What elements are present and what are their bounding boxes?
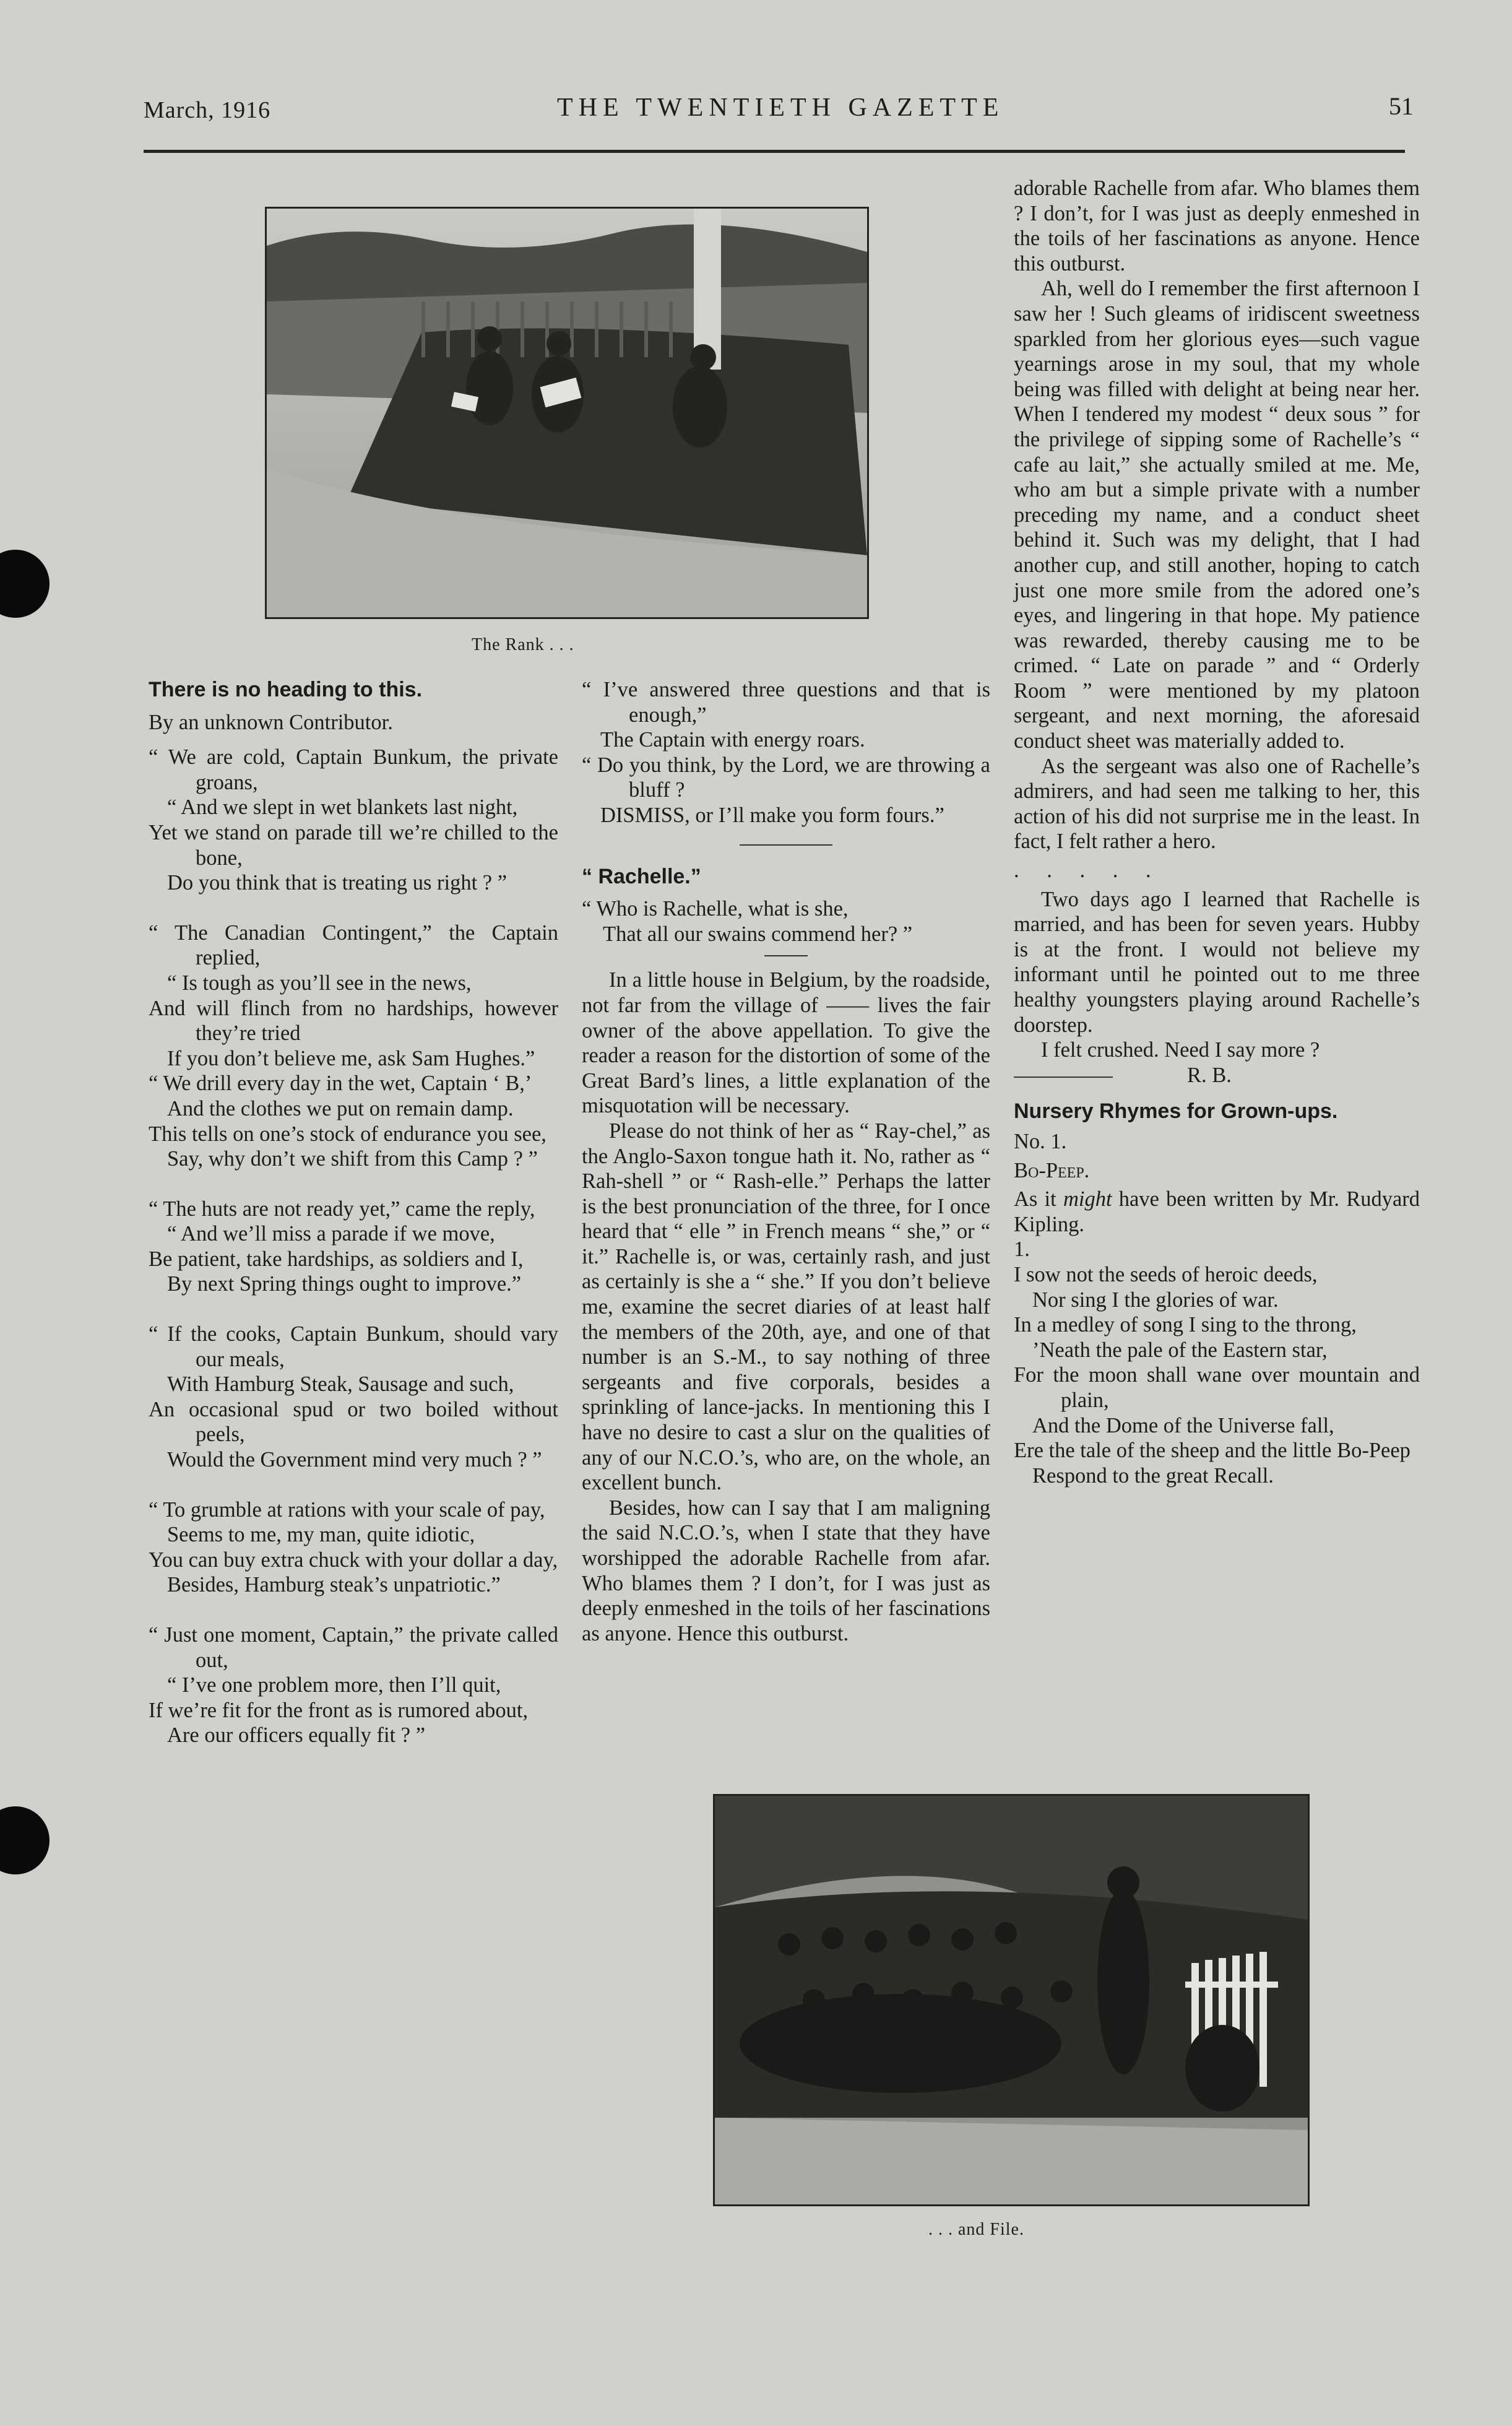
poem-line: And will flinch from no hardships, however they’re tried	[149, 996, 558, 1046]
poem-title: There is no heading to this.	[149, 678, 423, 701]
poem-line: “ We drill every day in the wet, Captain ‘ B,’	[149, 1072, 532, 1096]
poem-byline: By an unknown Contributor.	[149, 710, 393, 734]
poem-line: This tells on one’s stock of endurance you see,	[149, 1122, 546, 1146]
poem-line: Yet we stand on parade till we’re chilled to the bone,	[149, 820, 558, 870]
photo-and-file	[713, 1794, 1310, 2206]
poem-line: “ I’ve answered three questions and that is enough,”	[582, 678, 990, 727]
issue-date: March, 1916	[144, 97, 271, 123]
rachelle-paragraph: Please do not think of her as “ Ray-chel,” as the Anglo-Saxon tongue hath it. No, rather as “ Rah-shell ” or “ Rash-elle.” Perhaps the latter is the best pronunciation of the three, for I once heard that “ elle ” in French means “ she,” or “ it.” Rachelle is, or was, certainly rash, and just as certainly is she a “ she.” If you don’t believe me, examine the secret diaries of at least half the members of the 20th, aye, and one of that number is an S.-M., to say nothing of three sergeants and five corporals, besides a sprinkling of lance-jacks. In mentioning this I have no desire to cast a slur on the qualities of any of our N.C.O.’s, who are, on the whole, an excellent bunch.	[582, 1119, 990, 1495]
rachelle-paragraph: Besides, how can I say that I am maligning the said N.C.O.’s, when I state that they have worshipped the adorable Rachelle from afar. Who blames them ? I don’t, for I was just as deeply enmeshed in the toils of her fascinations as anyone. Hence this outburst.	[582, 1496, 990, 1645]
verse-line: For the moon shall wane over mountain and plain,	[1014, 1363, 1420, 1412]
binding-hole-top	[0, 550, 50, 618]
poem-line: And the clothes we put on remain damp.	[167, 1096, 514, 1120]
rachelle-title: “ Rachelle.”	[582, 864, 701, 888]
photo-the-rank-image	[267, 209, 867, 617]
poem-line: If we’re fit for the front as is rumored about,	[149, 1698, 529, 1722]
nursery-title: Nursery Rhymes for Grown-ups.	[1014, 1099, 1338, 1124]
poem-line: “ Is tough as you’ll see in the news,	[167, 971, 472, 995]
poem-line: “ Do you think, by the Lord, we are throwing a bluff ?	[582, 753, 990, 802]
attribution-pre: As it	[1014, 1187, 1063, 1211]
rachelle-paragraph: adorable Rachelle from afar. Who blames them ? I don’t, for I was just as deeply enmeshed in the toils of her fascinations as anyone. Hence this outburst.	[1014, 176, 1420, 275]
nursery-attribution	[1014, 1187, 1420, 1237]
attribution-post: have been written by Mr. Rudyard Kipling.	[1014, 1187, 1420, 1236]
photo-the-rank	[265, 207, 869, 619]
poem-stanza-1	[149, 745, 558, 896]
signature-text: R. B.	[1187, 1063, 1232, 1087]
poem-line: “ We are cold, Captain Bunkum, the private groans,	[149, 745, 558, 794]
rachelle-column	[582, 677, 990, 1645]
poem-stanza-3	[149, 1197, 558, 1297]
caption-and-file: . . . and File.	[928, 2220, 1024, 2239]
poem-line: An occasional spud or two boiled without peels,	[149, 1397, 558, 1447]
poem-line: “ If the cooks, Captain Bunkum, should vary our meals,	[149, 1322, 558, 1371]
rachelle-paragraph: Ah, well do I remember the first afternoon I saw her ! Such gleams of iridiscent sweetness sparkled from her glorious eyes—such vague yearnings arose in my soul, that my whole being was filled with delight at being near her. When I tendered my modest “ deux sous ” for the privilege of sipping some of Rachelle’s “ cafe au lait,” she actually smiled at me. Me, who am but a simple private with a number preceding my name, and a conduct sheet behind it. Such was my delight, that I had another cup, and still another, hoping to catch just one more smile from the adored one’s eyes, and lingering in that hope. My patience was rewarded, thereby causing me to be crimed. “ Late on parade ” and “ Orderly Room ” were mentioned by my platoon sergeant, and next morning, the aforesaid conduct sheet was materially added to.	[1014, 277, 1420, 753]
poem-line: “ The Canadian Contingent,” the Captain replied,	[149, 921, 558, 970]
nursery-section: 1.	[1014, 1237, 1030, 1262]
poem-stanza-5	[149, 1497, 558, 1598]
poem-line: Would the Government mind very much ? ”	[167, 1448, 542, 1472]
poem-line: Be patient, take hardships, as soldiers and I,	[149, 1247, 524, 1271]
header-rule	[144, 150, 1405, 153]
poem-line: “ And we’ll miss a parade if we move,	[167, 1222, 495, 1246]
caption-the-rank: The Rank . . .	[472, 635, 574, 654]
rachelle-signature	[1014, 1063, 1420, 1088]
poem-stanza-6	[149, 1622, 558, 1748]
nursery-subtitle: Bo-Peep.	[1014, 1158, 1090, 1182]
poem-line: Say, why don’t we shift from this Camp ? ”	[167, 1147, 538, 1171]
rachelle-paragraph: As the sergeant was also one of Rachelle’s admirers, and had seen me talking to her, this action of his did not surprise me in the least. In fact, I felt rather a hero.	[1014, 754, 1420, 854]
poem-stanza-4	[149, 1322, 558, 1473]
binding-hole-bottom	[0, 1806, 50, 1874]
poem-line: “ To grumble at rations with your scale of pay,	[149, 1497, 545, 1522]
rachelle-paragraph: In a little house in Belgium, by the roadside, not far from the village of —— lives the fair owner of the above appellation. To give the reader a reason for the distortion of some of the Great Bard’s lines, a little explanation of the misquotation will be necessary.	[582, 968, 990, 1118]
poem-line: Besides, Hamburg steak’s unpatriotic.”	[167, 1573, 501, 1597]
poem-line: If you don’t believe me, ask Sam Hughes.”	[167, 1046, 535, 1070]
poem-line: “ I’ve one problem more, then I’ll quit,	[167, 1673, 501, 1697]
publication-title: THE TWENTIETH GAZETTE	[557, 93, 1004, 122]
rachelle-epigraph	[582, 896, 990, 947]
right-column	[1014, 176, 1420, 1488]
signature-rule	[1014, 1077, 1113, 1078]
verse-line: Nor sing I the glories of war.	[1032, 1288, 1279, 1312]
poem-line: You can buy extra chuck with your dollar a day,	[149, 1548, 558, 1572]
section-stars: . . . . .	[1014, 859, 1162, 883]
photo-and-file-image	[715, 1796, 1308, 2204]
rachelle-paragraph: I felt crushed. Need I say more ?	[1041, 1038, 1320, 1062]
attribution-emphasis: might	[1063, 1187, 1112, 1211]
verse-line: Respond to the great Recall.	[1032, 1463, 1274, 1488]
verse-line: Ere the tale of the sheep and the little Bo-Peep	[1014, 1439, 1410, 1463]
epigraph-divider	[764, 955, 808, 956]
poem-line: “ The huts are not ready yet,” came the reply,	[149, 1197, 535, 1221]
poem-line: Seems to me, my man, quite idiotic,	[167, 1523, 475, 1547]
verse-line: I sow not the seeds of heroic deeds,	[1014, 1262, 1318, 1286]
page-number: 51	[1389, 92, 1414, 120]
verse-line: And the Dome of the Universe fall,	[1032, 1413, 1334, 1437]
poem-line: “ And we slept in wet blankets last night,	[167, 795, 518, 820]
poem-line: DISMISS, or I’ll make you form fours.”	[600, 803, 944, 827]
poem-stanza-7	[582, 677, 990, 828]
verse-line: ’Neath the pale of the Eastern star,	[1032, 1338, 1328, 1362]
poem-line: “ Just one moment, Captain,” the private called out,	[149, 1623, 558, 1672]
nursery-number: No. 1.	[1014, 1129, 1067, 1153]
rachelle-paragraph: Two days ago I learned that Rachelle is married, and has been for seven years. Hubby is at the front. I would not believe my informant until he pointed out to me three healthy youngsters playing around Rachelle’s doorstep.	[1014, 887, 1420, 1037]
poem-line: Are our officers equally fit ? ”	[167, 1723, 426, 1748]
poem-stanza-2	[149, 921, 558, 1172]
poem-line: Do you think that is treating us right ? ”	[167, 871, 508, 895]
poem-line: The Captain with energy roars.	[600, 728, 865, 752]
nursery-verse	[1014, 1262, 1420, 1488]
poem-column	[149, 677, 558, 1748]
verse-line: In a medley of song I sing to the throng,	[1014, 1313, 1357, 1337]
poem-line: With Hamburg Steak, Sausage and such,	[167, 1372, 514, 1397]
epigraph-line: That all our swains commend her? ”	[603, 922, 913, 946]
poem-line: By next Spring things ought to improve.”	[167, 1272, 522, 1296]
epigraph-line: “ Who is Rachelle, what is she,	[582, 897, 849, 921]
section-divider	[740, 844, 832, 846]
